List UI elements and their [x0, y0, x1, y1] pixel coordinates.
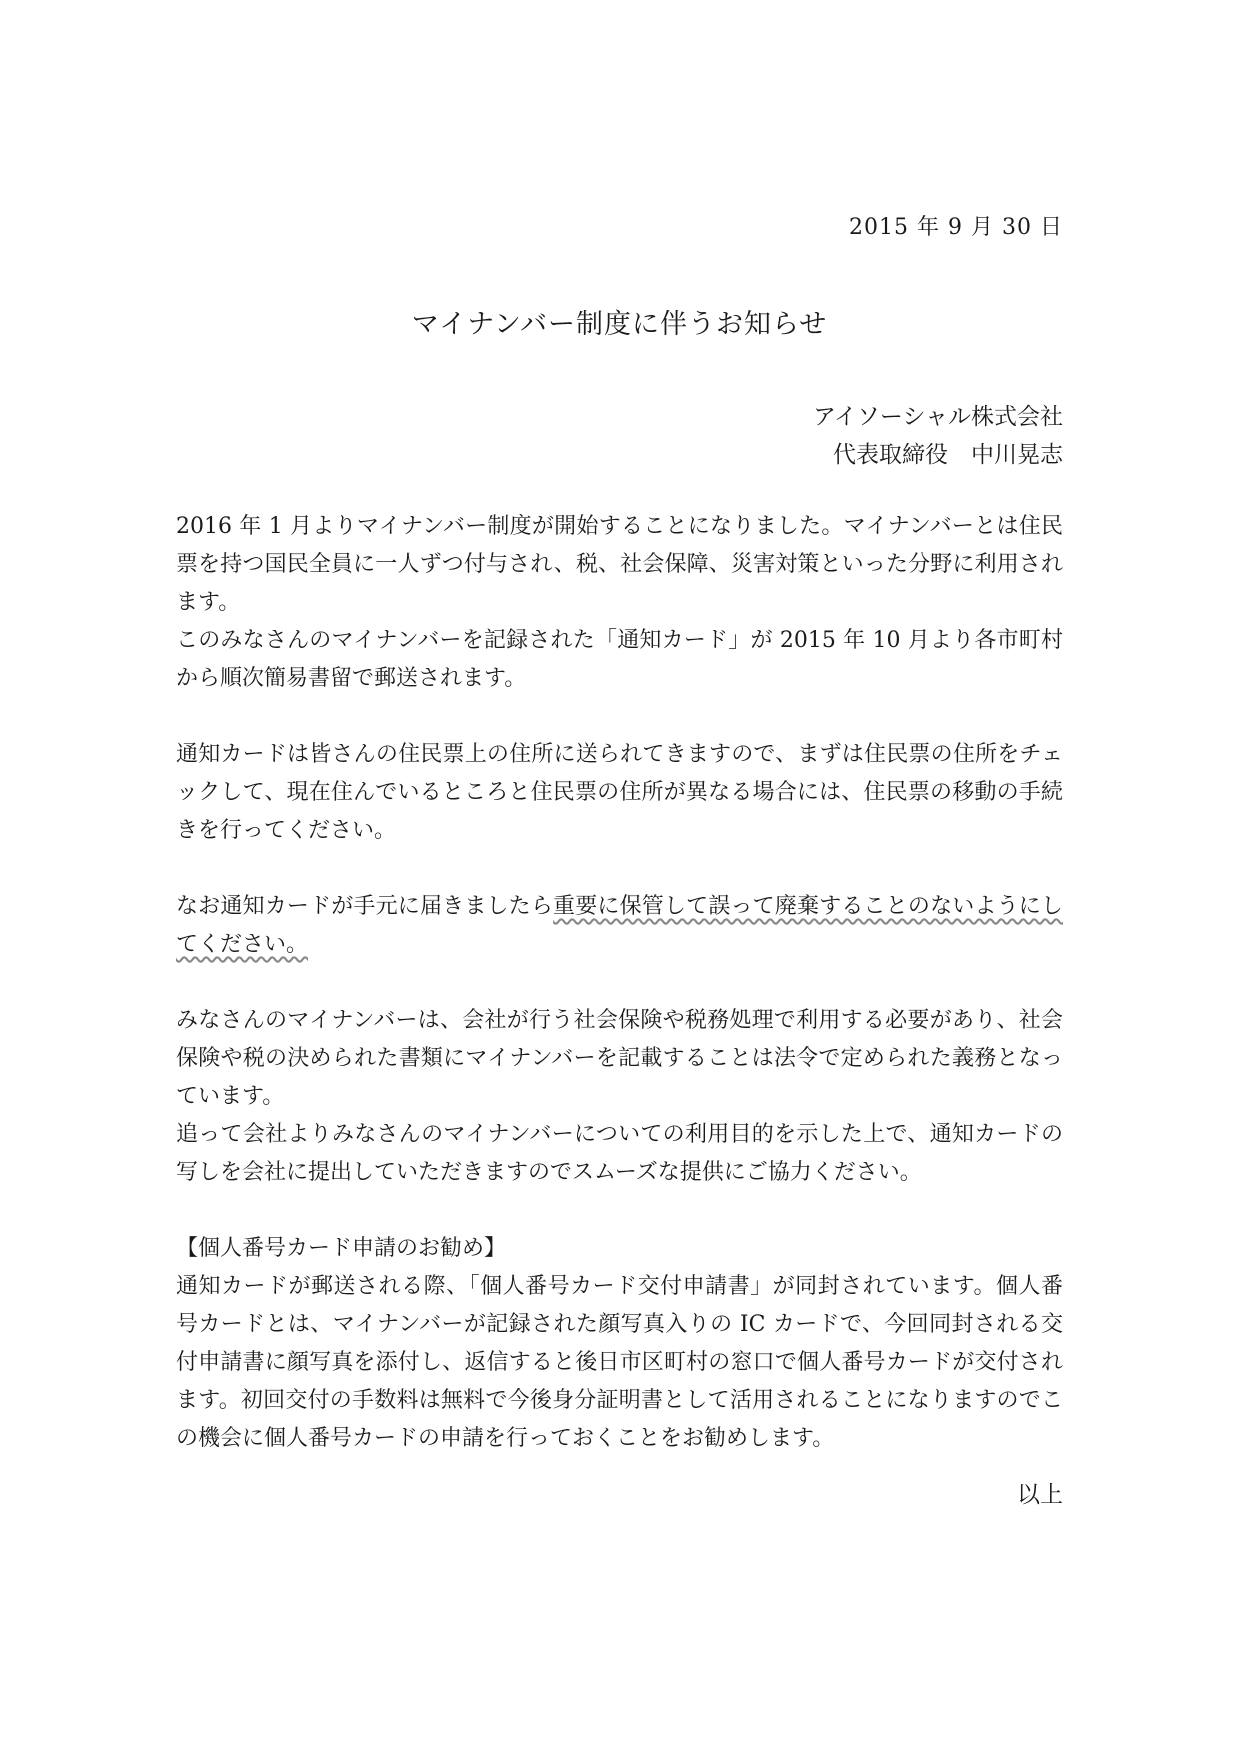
sender-block: [813, 398, 1063, 474]
sender-company: アイソーシャル株式会社: [812, 404, 1063, 430]
sender-representative: 代表取締役 中川晃志: [833, 442, 1063, 468]
paragraph-notice-card: このみなさんのマイナンバーを記録された「通知カード」が 2015 年 10 月より各市町村から順次簡易書留で郵送されます。: [176, 628, 1063, 691]
paragraph-copy-request: 追って会社よりみなさんのマイナンバーについての利用目的を示した上で、通知カードの写しを会社に提出していただきますのでスムーズな提供にご協力ください。: [176, 1122, 1063, 1185]
paragraph-id-card: 通知カードが郵送される際、「個人番号カード交付申請書」が同封されています。個人番号カードとは、マイナンバーが記録された顔写真入りの IC カードで、今回同封される交付申請書に顔写真を添付し、返信すると後日市区町村の窓口で個人番号カードが交付されます。初回交付の手数料は無料で今後身分証明書として活用されることになりますのでこの機会に個人番号カードの申請を行っておくことをお勧めします。: [176, 1274, 1063, 1451]
closing-remark: 以上: [1017, 1482, 1063, 1508]
section-heading: 【個人番号カード申請のお勧め】: [176, 1236, 507, 1261]
paragraph-company-use: みなさんのマイナンバーは、会社が行う社会保険や税務処理で利用する必要があり、社会保険や税の決められた書類にマイナンバーを記載することは法令で定められた義務となっています。: [176, 1008, 1063, 1109]
paragraph-intro: 2016 年 1 月よりマイナンバー制度が開始することになりました。マイナンバーとは住民票を持つ国民全員に一人ずつ付与され、税、社会保障、災害対策といった分野に利用されます。: [176, 514, 1063, 615]
paragraph-storage: [176, 888, 1063, 964]
document-body: [176, 508, 1063, 1458]
document-title: マイナンバー制度に伴うお知らせ: [411, 309, 828, 340]
storage-emphasis-text: 重要に保管して誤って廃棄することのないようにしてください。: [176, 894, 1063, 957]
storage-lead-text: なお通知カードが手元に届きましたら: [176, 894, 554, 919]
paragraph-address-check: 通知カードは皆さんの住民票上の住所に送られてきますので、まずは住民票の住所をチェックして、現在住んでいるところと住民票の住所が異なる場合には、住民票の移動の手続きを行ってください。: [176, 742, 1063, 843]
document-date: 2015 年 9 月 30 日: [849, 215, 1063, 240]
